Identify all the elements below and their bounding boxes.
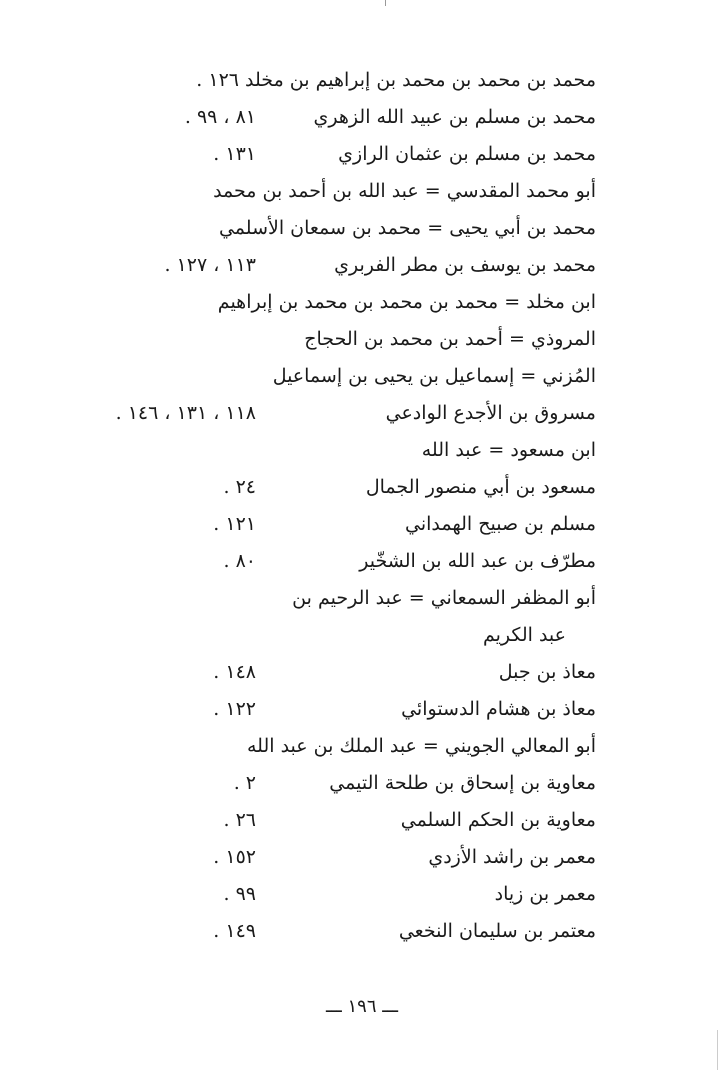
entry-name: معاذ بن هشام الدستوائي [401,698,596,720]
entry-pages: ١٥٢ . [213,846,256,868]
entry-pages: ١٤٨ . [213,661,256,683]
index-entry [36,839,596,876]
entry-name: أبو المعالي الجويني = عبد الملك بن عبد الله [247,735,596,757]
index-entry [36,691,596,728]
name-index-list [36,62,596,950]
entry-name: محمد بن يوسف بن مطر الفربري [334,254,596,276]
entry-pages: ٨١ ، ٩٩ . [184,106,256,128]
entry-pages: ١٤٩ . [213,920,256,942]
entry-name: معاذ بن جبل [498,661,596,683]
index-entry [36,358,596,395]
page-number: ـــ ١٩٦ ـــ [325,996,399,1017]
entry-name: معتمر بن سليمان النخعي [398,920,596,942]
index-entry [36,247,596,284]
index-entry [36,469,596,506]
entry-name: محمد بن مسلم بن عثمان الرازي [338,143,596,165]
entry-name: المروذي = أحمد بن محمد بن الحجاج [304,328,596,350]
index-entry [36,62,596,99]
entry-name: معاوية بن إسحاق بن طلحة التيمي [329,772,596,794]
entry-name: معمر بن راشد الأزدي [428,846,596,868]
entry-pages: ١٢٢ . [213,698,256,720]
scan-mark [385,0,386,6]
index-entry [36,432,596,469]
entry-name: ابن مسعود = عبد الله [421,439,596,461]
entry-name: محمد بن أبي يحيى = محمد بن سمعان الأسلمي [218,217,596,239]
index-entry [36,802,596,839]
index-entry [36,99,596,136]
entry-name: مسعود بن أبي منصور الجمال [365,476,596,498]
entry-name: عبد الكريم [482,624,566,646]
entry-name: معاوية بن الحكم السلمي [400,809,596,831]
scan-edge [717,1030,718,1070]
index-entry [36,543,596,580]
entry-name: المُزني = إسماعيل بن يحيى بن إسماعيل [272,365,596,387]
entry-name: محمد بن محمد بن محمد بن إبراهيم بن مخلد ١٢٦ . [196,69,596,91]
entry-pages: ١١٣ ، ١٢٧ . [164,254,256,276]
entry-name: ابن مخلد = محمد بن محمد بن محمد بن إبراهيم [217,291,596,313]
index-entry [36,876,596,913]
entry-pages: ٢٦ . [223,809,256,831]
index-entry [36,913,596,950]
index-entry [36,395,596,432]
entry-name: معمر بن زياد [494,883,596,905]
entry-name: أبو محمد المقدسي = عبد الله بن أحمد بن محمد [213,180,596,202]
index-entry [36,506,596,543]
index-entry [36,617,596,654]
index-entry [36,321,596,358]
entry-name: مطرّف بن عبد الله بن الشخّير [359,550,596,572]
index-entry [36,728,596,765]
entry-pages: ١٣١ . [213,143,256,165]
entry-pages: ٩٩ . [223,883,256,905]
entry-pages: ١٢١ . [213,513,256,535]
index-entry [36,136,596,173]
entry-name: محمد بن مسلم بن عبيد الله الزهري [313,106,596,128]
entry-name: أبو المظفر السمعاني = عبد الرحيم بن [292,587,596,609]
entry-pages: ٨٠ . [223,550,256,572]
entry-pages: ١١٨ ، ١٣١ ، ١٤٦ . [115,402,256,424]
index-entry [36,765,596,802]
entry-pages: ٢٤ . [223,476,256,498]
index-entry [36,210,596,247]
index-entry [36,654,596,691]
index-entry [36,173,596,210]
index-entry [36,580,596,617]
entry-pages: ٢ . [233,772,256,794]
entry-name: مسروق بن الأجدع الوادعي [385,402,596,424]
entry-name: مسلم بن صبيح الهمداني [405,513,596,535]
index-entry [36,284,596,321]
